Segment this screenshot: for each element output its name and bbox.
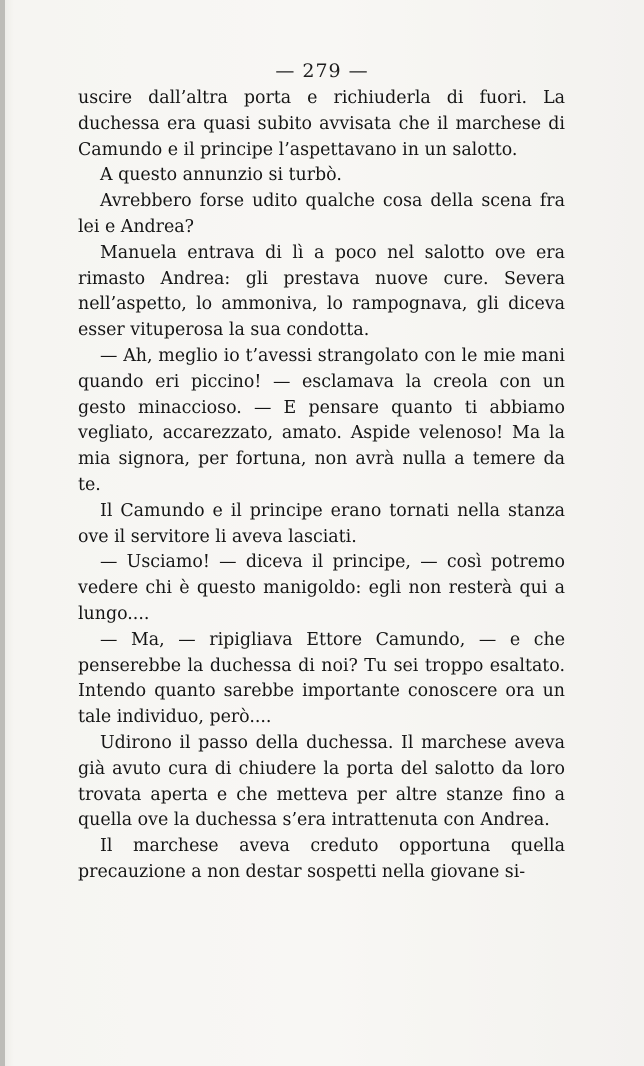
paragraph-10: Il marchese aveva creduto opportuna quella precauzione a non destar sospetti nella giovane si- [78, 836, 565, 882]
paragraph-2: A questo annunzio si turbò. [100, 165, 342, 186]
body-text [78, 86, 565, 886]
paragraph-6: Il Camundo e il principe erano tornati nella stanza ove il servitore li aveva lasciati. [78, 500, 565, 547]
paragraph-3: Avrebbero forse udito qualche cosa della scena fra lei e Andrea? [78, 191, 565, 237]
paragraph-1: uscire dall’altra porta e richiuderla di fuori. La duchessa era quasi subito avvisata che il marchese di Camundo e il principe l’aspettavano in un salotto. [78, 88, 565, 160]
paragraph-9: Udirono il passo della duchessa. Il marchese aveva già avuto cura di chiudere la porta del salotto da loro trovata aperta e che metteva per altre stanze fino a quella ove la duchessa s’era intrattenuta con Andrea. [78, 732, 565, 831]
page-edge [0, 0, 5, 1066]
paragraph-7: — Usciamo! — diceva il principe, — così potremo vedere chi è questo manigoldo: egli non resterà qui a lungo.... [78, 552, 565, 624]
paragraph-8: — Ma, — ripigliava Ettore Camundo, — e che penserebbe la duchessa di noi? Tu sei troppo esaltato. Intendo quanto sarebbe importante conoscere ora un tale individuo, però.... [78, 629, 565, 728]
paragraph-5: — Ah, meglio io t’avessi strangolato con le mie mani quando eri piccino! — esclamava la creola con un gesto minaccioso. — E pensare quanto ti abbiamo vegliato, accarezzato, amato. Aspide velenoso! Ma la mia signora, per fortuna, non avrà nulla a temere da te. [78, 345, 565, 495]
paragraph-4: Manuela entrava di lì a poco nel salotto ove era rimasto Andrea: gli prestava nuove cure. Severa nell’aspetto, lo ammoniva, lo rampognava, gli diceva esser vituperosa la sua condotta. [78, 242, 565, 341]
page-number: — 279 — [275, 60, 369, 82]
